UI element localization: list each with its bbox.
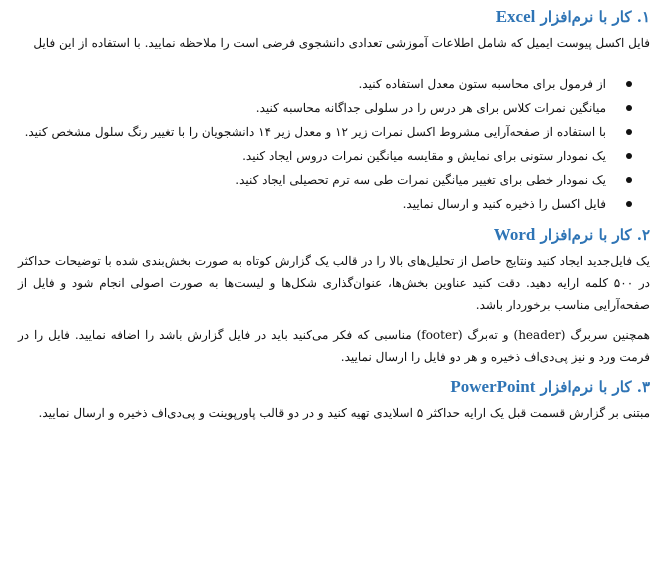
word-paragraph-2: همچنین سربرگ (header) و ته‌برگ (footer) مناسبی که فکر می‌کنید باید در فایل گزارش باشد را اضافه نمایید. فایل را در فرمت ورد و نیز پی‌دی‌اف ذخیره و هر دو فایل را ارسال نمایید. — [18, 328, 650, 364]
section-title-powerpoint-app: PowerPoint — [450, 377, 536, 396]
section-title-word — [18, 224, 650, 246]
bullet-dot-icon — [626, 81, 632, 87]
excel-task-item — [18, 96, 650, 120]
section-title-word-app: Word — [493, 225, 536, 244]
section-title-word-prefix: ۲. کار با نرم‌افزار — [535, 226, 650, 244]
excel-task-item — [18, 144, 650, 168]
excel-intro-paragraph: فایل اکسل پیوست ایمیل که شامل اطلاعات آموزشی تعدادی دانشجوی فرضی است را ملاحظه نمایید. با استفاده از این فایل — [33, 36, 650, 50]
excel-task-item — [18, 168, 650, 192]
bullet-dot-icon — [626, 153, 632, 159]
excel-task-text: میانگین نمرات کلاس برای هر درس را در سلولی جداگانه محاسبه کنید. — [255, 101, 606, 115]
excel-task-item — [18, 120, 650, 144]
powerpoint-paragraph: مبتنی بر گزارش قسمت قبل یک ارایه حداکثر ۵ اسلایدی تهیه کنید و در دو قالب پاورپوینت و پی‌دی‌اف ذخیره و ارسال نمایید. — [38, 406, 650, 420]
word-paragraph-1: یک فایل‌جدید ایجاد کنید ونتایج حاصل از تحلیل‌های بالا را در قالب یک گزارش کوتاه به صورت بخش‌بندی شده با توضیحات حداکثر در ۵۰۰ کلمه ارایه دهید. دقت کنید عناوین بخش‌ها، عنوان‌گذاری شکل‌ها و لیست‌ها به صورت اصولی انجام شود و فایل از صفحه‌آرایی مناسب برخوردار باشد. — [18, 254, 650, 312]
excel-task-text: یک نمودار خطی برای تغییر میانگین نمرات طی سه ترم تحصیلی ایجاد کنید. — [235, 173, 606, 187]
excel-task-text: از فرمول برای محاسبه ستون معدل استفاده کنید. — [358, 77, 606, 91]
bullet-dot-icon — [626, 177, 632, 183]
section-title-excel — [18, 6, 650, 28]
section-word — [18, 224, 650, 368]
excel-task-text: فایل اکسل را ذخیره کنید و ارسال نمایید. — [402, 197, 606, 211]
bullet-dot-icon — [626, 201, 632, 207]
section-excel — [18, 6, 650, 216]
excel-task-text: با استفاده از صفحه‌آرایی مشروط اکسل نمرات زیر ۱۲ و معدل زیر ۱۴ دانشجویان را با تغییر رنگ سلول مشخص کنید. — [24, 125, 606, 139]
excel-task-list — [18, 72, 650, 216]
excel-task-item — [18, 192, 650, 216]
section-title-excel-app: Excel — [495, 7, 536, 26]
bullet-dot-icon — [626, 105, 632, 111]
section-title-powerpoint — [18, 376, 650, 398]
excel-task-item — [18, 72, 650, 96]
section-powerpoint — [18, 376, 650, 424]
bullet-dot-icon — [626, 129, 632, 135]
section-title-excel-prefix: ۱. کار با نرم‌افزار — [535, 8, 650, 26]
excel-task-text: یک نمودار ستونی برای نمایش و مقایسه میانگین نمرات دروس ایجاد کنید. — [242, 149, 606, 163]
section-title-powerpoint-prefix: ۳. کار با نرم‌افزار — [535, 378, 650, 396]
